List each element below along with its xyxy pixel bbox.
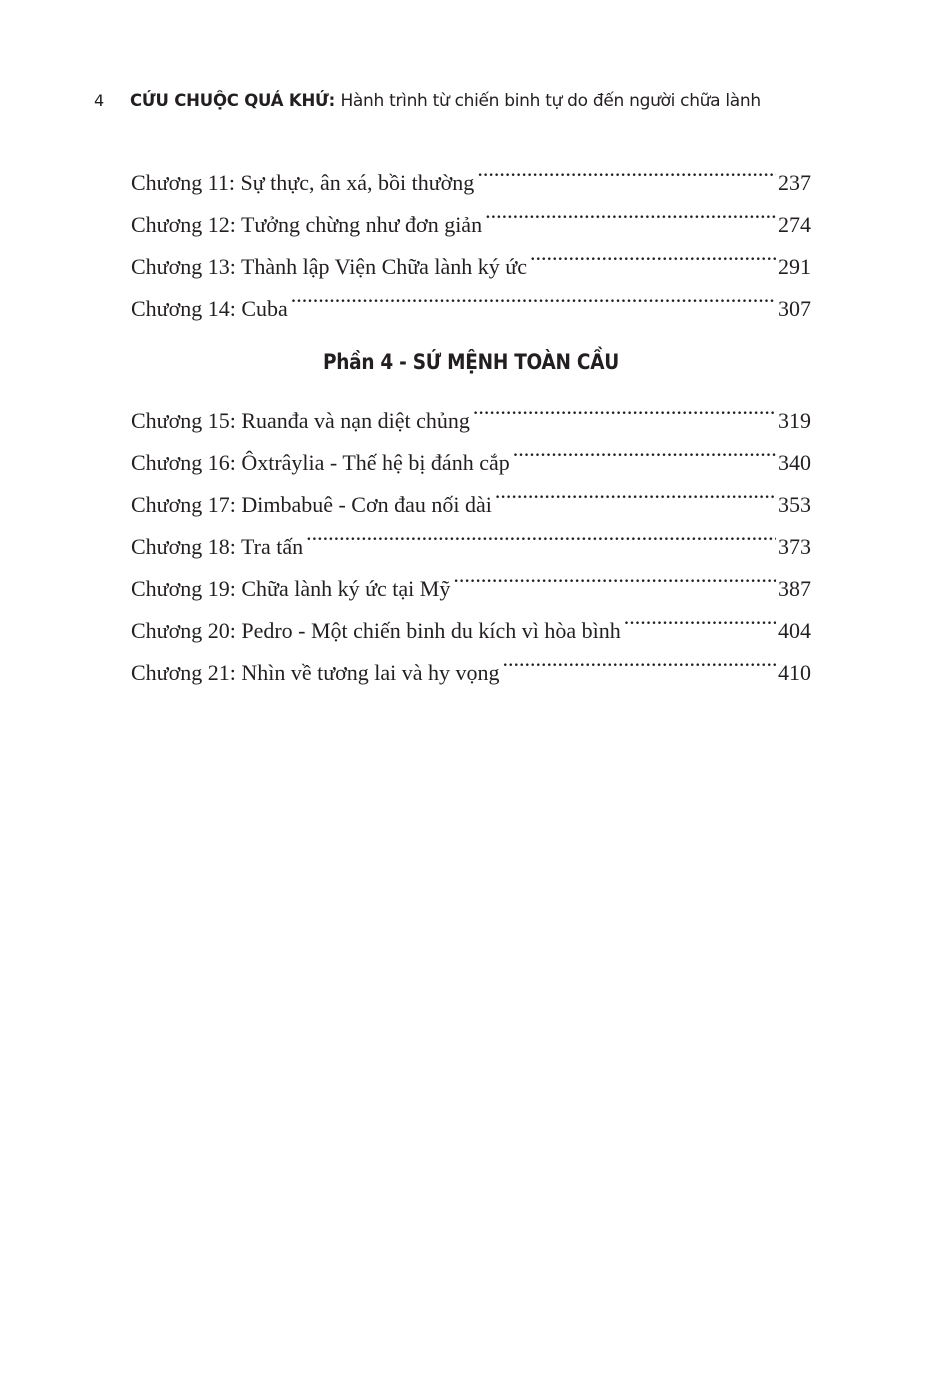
- toc-chapter-label: Chương 18: Tra tấn: [131, 534, 304, 559]
- toc-page-number: 237: [778, 170, 811, 195]
- book-subtitle: Hành trình từ chiến binh tự do đến người chữa lành: [340, 91, 761, 111]
- toc-leader-dots: [500, 638, 776, 680]
- toc-entry: [131, 148, 811, 195]
- toc-page-number: 291: [778, 254, 811, 279]
- toc-leader-dots: [450, 554, 776, 596]
- toc-chapter-label: Chương 14: Cuba: [131, 296, 288, 321]
- toc-page-number: 319: [778, 408, 811, 433]
- toc-leader-dots: [470, 386, 776, 428]
- toc-leader-dots: [482, 190, 776, 232]
- toc-chapter-label: Chương 17: Dimbabuê - Cơn đau nối dài: [131, 492, 492, 517]
- toc-leader-dots: [288, 274, 776, 316]
- toc-page-number: 387: [778, 576, 811, 601]
- toc-page-number: 307: [778, 296, 811, 321]
- toc-chapter-label: Chương 13: Thành lập Viện Chữa lành ký ức: [131, 254, 527, 279]
- toc-leader-dots: [303, 512, 776, 554]
- toc-chapter-label: Chương 19: Chữa lành ký ức tại Mỹ: [131, 576, 451, 601]
- page-number: 4: [94, 91, 105, 110]
- toc-page-number: 404: [778, 618, 811, 643]
- toc-part4: [131, 386, 811, 685]
- toc-page-number: 274: [778, 212, 811, 237]
- toc-entry: [131, 386, 811, 433]
- toc-page-number: 373: [778, 534, 811, 559]
- toc-page-number: 340: [778, 450, 811, 475]
- toc-leader-dots: [492, 470, 776, 512]
- toc-leader-dots: [510, 428, 776, 470]
- toc-chapter-label: Chương 16: Ôxtrâylia - Thế hệ bị đánh cắp: [131, 450, 510, 475]
- running-header: [94, 88, 854, 114]
- toc-chapter-label: Chương 20: Pedro - Một chiến binh du kích vì hòa bình: [131, 618, 621, 643]
- toc-page-number: 353: [778, 492, 811, 517]
- toc-leader-dots: [474, 148, 776, 190]
- part-heading: Phần 4 - SỨ MỆNH TOÀN CẦU: [322, 350, 620, 374]
- toc-page-number: 410: [778, 660, 811, 685]
- toc-leader-dots: [621, 596, 776, 638]
- toc-part3-continued: [131, 148, 811, 321]
- toc-chapter-label: Chương 11: Sự thực, ân xá, bồi thường: [131, 170, 475, 195]
- toc-chapter-label: Chương 15: Ruanđa và nạn diệt chủng: [131, 408, 470, 433]
- toc-leader-dots: [527, 232, 776, 274]
- toc-chapter-label: Chương 12: Tưởng chừng như đơn giản: [131, 212, 483, 237]
- toc-chapter-label: Chương 21: Nhìn về tương lai và hy vọng: [131, 660, 500, 685]
- book-title: CỨU CHUỘC QUÁ KHỨ:: [130, 91, 336, 110]
